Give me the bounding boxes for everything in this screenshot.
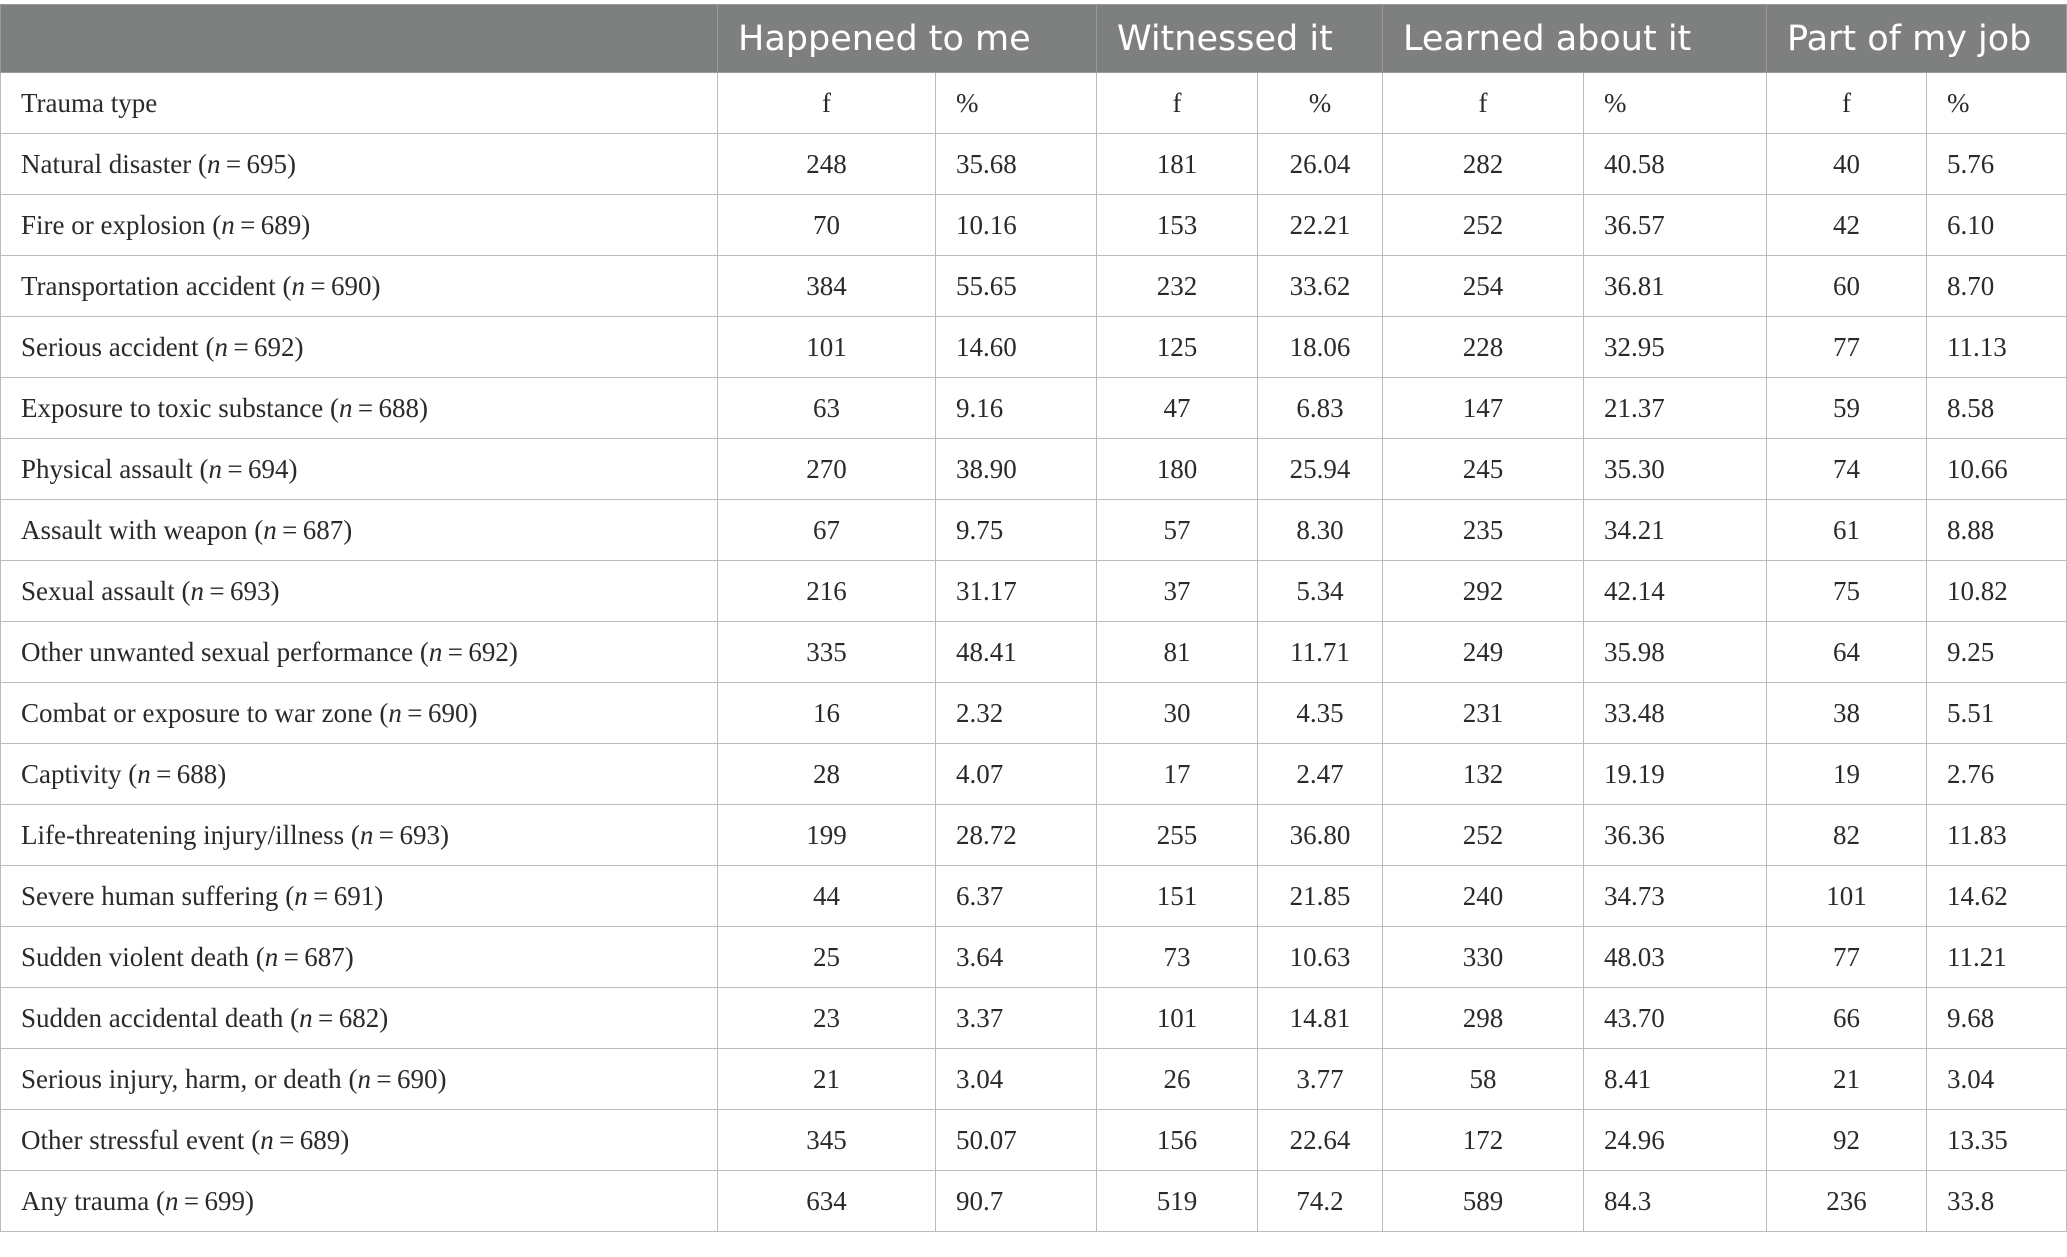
sample-size-symbol: n xyxy=(357,1063,371,1094)
sample-size-value: 689 xyxy=(299,1124,341,1155)
cell-job-f: 92 xyxy=(1767,1110,1927,1171)
cell-job-pct: 11.21 xyxy=(1927,927,2067,988)
cell-happened-f: 63 xyxy=(718,378,936,439)
cell-happened-f: 634 xyxy=(718,1171,936,1232)
table-row xyxy=(1,1110,2067,1171)
group-header-row xyxy=(1,5,2067,73)
sample-size-symbol: n xyxy=(190,575,204,606)
cell-job-pct: 6.10 xyxy=(1927,195,2067,256)
table-row xyxy=(1,378,2067,439)
cell-happened-pct: 31.17 xyxy=(936,561,1097,622)
cell-witnessed-f: 153 xyxy=(1097,195,1258,256)
cell-learned-pct: 36.81 xyxy=(1584,256,1767,317)
cell-witnessed-f: 151 xyxy=(1097,866,1258,927)
cell-job-f: 38 xyxy=(1767,683,1927,744)
cell-witnessed-pct: 6.83 xyxy=(1258,378,1383,439)
table-row xyxy=(1,195,2067,256)
cell-job-f: 40 xyxy=(1767,134,1927,195)
cell-happened-f: 216 xyxy=(718,561,936,622)
sub-header-pct: % xyxy=(936,73,1097,134)
sample-size-symbol: n xyxy=(294,880,308,911)
group-header-blank xyxy=(1,5,718,73)
cell-happened-pct: 28.72 xyxy=(936,805,1097,866)
cell-witnessed-f: 156 xyxy=(1097,1110,1258,1171)
table-row xyxy=(1,866,2067,927)
cell-happened-f: 199 xyxy=(718,805,936,866)
cell-job-f: 61 xyxy=(1767,500,1927,561)
sub-header-pct: % xyxy=(1584,73,1767,134)
cell-happened-pct: 3.37 xyxy=(936,988,1097,1049)
sample-size-symbol: n xyxy=(164,1185,179,1216)
sample-size-value: 692 xyxy=(468,636,509,667)
cell-learned-pct: 43.70 xyxy=(1584,988,1767,1049)
cell-learned-f: 240 xyxy=(1383,866,1584,927)
cell-learned-f: 254 xyxy=(1383,256,1584,317)
sample-size-value: 690 xyxy=(427,697,469,728)
cell-happened-f: 21 xyxy=(718,1049,936,1110)
sample-size-symbol: n xyxy=(221,209,235,240)
sub-header-f: f xyxy=(1097,73,1258,134)
table-row xyxy=(1,927,2067,988)
sample-size-value: 693 xyxy=(230,575,271,606)
cell-happened-pct: 14.60 xyxy=(936,317,1097,378)
sample-size-symbol: n xyxy=(137,758,151,789)
cell-job-f: 77 xyxy=(1767,317,1927,378)
cell-job-f: 236 xyxy=(1767,1171,1927,1232)
cell-witnessed-f: 232 xyxy=(1097,256,1258,317)
cell-learned-f: 58 xyxy=(1383,1049,1584,1110)
cell-witnessed-pct: 21.85 xyxy=(1258,866,1383,927)
cell-witnessed-f: 57 xyxy=(1097,500,1258,561)
cell-happened-pct: 9.75 xyxy=(936,500,1097,561)
trauma-type-label: Sudden accidental death xyxy=(21,1002,284,1033)
sample-size-value: 682 xyxy=(338,1002,380,1033)
sample-size-symbol: n xyxy=(260,1124,274,1155)
trauma-type-cell: Physical assault (n = 694) xyxy=(1,439,718,500)
trauma-type-label: Other stressful event xyxy=(21,1124,245,1155)
trauma-type-cell: Severe human suffering (n = 691) xyxy=(1,866,718,927)
trauma-type-label: Sexual assault xyxy=(21,575,175,606)
cell-witnessed-f: 180 xyxy=(1097,439,1258,500)
cell-job-pct: 10.66 xyxy=(1927,439,2067,500)
cell-learned-pct: 36.57 xyxy=(1584,195,1767,256)
cell-job-f: 75 xyxy=(1767,561,1927,622)
row-header-label: Trauma type xyxy=(1,73,718,134)
cell-happened-f: 335 xyxy=(718,622,936,683)
sample-size-value: 690 xyxy=(396,1063,438,1094)
cell-witnessed-pct: 14.81 xyxy=(1258,988,1383,1049)
trauma-type-label: Transportation accident xyxy=(21,270,276,301)
cell-witnessed-f: 181 xyxy=(1097,134,1258,195)
sub-header-f: f xyxy=(1767,73,1927,134)
cell-learned-f: 172 xyxy=(1383,1110,1584,1171)
sample-size-value: 687 xyxy=(302,514,344,545)
sub-header-pct: % xyxy=(1927,73,2067,134)
trauma-type-label: Exposure to toxic substance xyxy=(21,392,324,423)
table-row xyxy=(1,622,2067,683)
trauma-type-label: Life-threatening injury/illness xyxy=(21,819,345,850)
cell-witnessed-f: 125 xyxy=(1097,317,1258,378)
cell-witnessed-pct: 25.94 xyxy=(1258,439,1383,500)
trauma-type-label: Serious injury, harm, or death xyxy=(21,1063,342,1094)
sample-size-value: 691 xyxy=(333,880,375,911)
table-row xyxy=(1,744,2067,805)
cell-witnessed-f: 30 xyxy=(1097,683,1258,744)
cell-job-pct: 8.58 xyxy=(1927,378,2067,439)
cell-happened-f: 25 xyxy=(718,927,936,988)
table-row xyxy=(1,1171,2067,1232)
trauma-type-cell: Any trauma (n = 699) xyxy=(1,1171,718,1232)
trauma-type-label: Fire or explosion xyxy=(21,209,206,240)
cell-learned-pct: 8.41 xyxy=(1584,1049,1767,1110)
cell-learned-pct: 35.30 xyxy=(1584,439,1767,500)
sub-header-row xyxy=(1,73,2067,134)
cell-happened-pct: 48.41 xyxy=(936,622,1097,683)
cell-witnessed-pct: 5.34 xyxy=(1258,561,1383,622)
cell-happened-f: 67 xyxy=(718,500,936,561)
cell-learned-pct: 34.73 xyxy=(1584,866,1767,927)
sub-header-pct: % xyxy=(1258,73,1383,134)
cell-happened-pct: 50.07 xyxy=(936,1110,1097,1171)
trauma-type-cell: Life-threatening injury/illness (n = 693) xyxy=(1,805,718,866)
cell-witnessed-pct: 10.63 xyxy=(1258,927,1383,988)
cell-happened-f: 384 xyxy=(718,256,936,317)
cell-job-pct: 33.8 xyxy=(1927,1171,2067,1232)
cell-witnessed-pct: 11.71 xyxy=(1258,622,1383,683)
cell-job-pct: 5.76 xyxy=(1927,134,2067,195)
trauma-type-cell: Assault with weapon (n = 687) xyxy=(1,500,718,561)
sample-size-value: 688 xyxy=(176,758,218,789)
cell-learned-pct: 84.3 xyxy=(1584,1171,1767,1232)
trauma-type-label: Physical assault xyxy=(21,453,193,484)
cell-witnessed-pct: 22.21 xyxy=(1258,195,1383,256)
trauma-type-cell: Natural disaster (n = 695) xyxy=(1,134,718,195)
trauma-type-cell: Combat or exposure to war zone (n = 690) xyxy=(1,683,718,744)
cell-witnessed-pct: 33.62 xyxy=(1258,256,1383,317)
cell-job-f: 21 xyxy=(1767,1049,1927,1110)
cell-job-pct: 9.68 xyxy=(1927,988,2067,1049)
trauma-type-label: Serious accident xyxy=(21,331,199,362)
cell-job-f: 19 xyxy=(1767,744,1927,805)
cell-job-pct: 8.70 xyxy=(1927,256,2067,317)
cell-witnessed-f: 255 xyxy=(1097,805,1258,866)
cell-learned-pct: 36.36 xyxy=(1584,805,1767,866)
table-row xyxy=(1,256,2067,317)
cell-happened-f: 345 xyxy=(718,1110,936,1171)
sample-size-value: 690 xyxy=(331,270,372,301)
cell-learned-f: 249 xyxy=(1383,622,1584,683)
sample-size-symbol: n xyxy=(214,331,228,362)
cell-learned-pct: 21.37 xyxy=(1584,378,1767,439)
trauma-type-cell: Sudden violent death (n = 687) xyxy=(1,927,718,988)
trauma-type-cell: Other stressful event (n = 689) xyxy=(1,1110,718,1171)
trauma-type-cell: Other unwanted sexual performance (n = 692) xyxy=(1,622,718,683)
cell-happened-pct: 6.37 xyxy=(936,866,1097,927)
cell-job-f: 60 xyxy=(1767,256,1927,317)
trauma-type-cell: Captivity (n = 688) xyxy=(1,744,718,805)
cell-learned-pct: 48.03 xyxy=(1584,927,1767,988)
sub-header-f: f xyxy=(1383,73,1584,134)
trauma-type-label: Combat or exposure to war zone xyxy=(21,697,373,728)
trauma-table xyxy=(0,4,2067,1232)
cell-witnessed-pct: 22.64 xyxy=(1258,1110,1383,1171)
cell-learned-f: 132 xyxy=(1383,744,1584,805)
cell-witnessed-f: 26 xyxy=(1097,1049,1258,1110)
cell-witnessed-f: 17 xyxy=(1097,744,1258,805)
cell-witnessed-pct: 2.47 xyxy=(1258,744,1383,805)
table-row xyxy=(1,439,2067,500)
trauma-type-cell: Serious accident (n = 692) xyxy=(1,317,718,378)
cell-happened-f: 23 xyxy=(718,988,936,1049)
cell-happened-f: 44 xyxy=(718,866,936,927)
cell-witnessed-f: 73 xyxy=(1097,927,1258,988)
sample-size-value: 694 xyxy=(248,453,289,484)
cell-witnessed-pct: 74.2 xyxy=(1258,1171,1383,1232)
cell-happened-f: 270 xyxy=(718,439,936,500)
table-body xyxy=(1,134,2067,1232)
sample-size-value: 689 xyxy=(260,209,302,240)
cell-happened-pct: 55.65 xyxy=(936,256,1097,317)
sample-size-symbol: n xyxy=(299,1002,313,1033)
table-row xyxy=(1,1049,2067,1110)
cell-witnessed-f: 47 xyxy=(1097,378,1258,439)
group-header-happened: Happened to me xyxy=(718,5,1097,73)
trauma-type-cell: Fire or explosion (n = 689) xyxy=(1,195,718,256)
cell-job-pct: 13.35 xyxy=(1927,1110,2067,1171)
sample-size-value: 692 xyxy=(254,331,295,362)
sub-header-f: f xyxy=(718,73,936,134)
sample-size-value: 695 xyxy=(246,148,287,179)
table-row xyxy=(1,134,2067,195)
trauma-table-container xyxy=(0,4,2067,1232)
cell-learned-f: 589 xyxy=(1383,1171,1584,1232)
trauma-type-label: Sudden violent death xyxy=(21,941,249,972)
cell-happened-pct: 9.16 xyxy=(936,378,1097,439)
cell-learned-pct: 35.98 xyxy=(1584,622,1767,683)
table-row xyxy=(1,805,2067,866)
sample-size-value: 693 xyxy=(399,819,440,850)
cell-happened-f: 101 xyxy=(718,317,936,378)
cell-witnessed-f: 519 xyxy=(1097,1171,1258,1232)
trauma-type-label: Assault with weapon xyxy=(21,514,248,545)
cell-witnessed-pct: 26.04 xyxy=(1258,134,1383,195)
table-row xyxy=(1,561,2067,622)
cell-happened-pct: 35.68 xyxy=(936,134,1097,195)
cell-witnessed-pct: 18.06 xyxy=(1258,317,1383,378)
cell-happened-pct: 10.16 xyxy=(936,195,1097,256)
sample-size-value: 699 xyxy=(204,1185,246,1216)
cell-learned-f: 252 xyxy=(1383,805,1584,866)
cell-job-pct: 11.83 xyxy=(1927,805,2067,866)
trauma-type-cell: Exposure to toxic substance (n = 688) xyxy=(1,378,718,439)
sample-size-value: 688 xyxy=(378,392,419,423)
cell-happened-pct: 4.07 xyxy=(936,744,1097,805)
cell-happened-f: 28 xyxy=(718,744,936,805)
cell-learned-pct: 33.48 xyxy=(1584,683,1767,744)
cell-happened-f: 70 xyxy=(718,195,936,256)
cell-learned-f: 235 xyxy=(1383,500,1584,561)
table-row xyxy=(1,317,2067,378)
table-row xyxy=(1,500,2067,561)
sample-size-symbol: n xyxy=(263,514,277,545)
trauma-type-label: Other unwanted sexual performance xyxy=(21,636,414,667)
cell-learned-f: 330 xyxy=(1383,927,1584,988)
trauma-type-cell: Sudden accidental death (n = 682) xyxy=(1,988,718,1049)
cell-witnessed-pct: 36.80 xyxy=(1258,805,1383,866)
group-header-learned: Learned about it xyxy=(1383,5,1767,73)
cell-job-f: 64 xyxy=(1767,622,1927,683)
sample-size-value: 687 xyxy=(304,941,345,972)
cell-witnessed-f: 101 xyxy=(1097,988,1258,1049)
trauma-type-label: Natural disaster xyxy=(21,148,192,179)
sample-size-symbol: n xyxy=(359,819,374,850)
cell-learned-f: 252 xyxy=(1383,195,1584,256)
cell-job-pct: 2.76 xyxy=(1927,744,2067,805)
cell-job-pct: 9.25 xyxy=(1927,622,2067,683)
cell-job-pct: 5.51 xyxy=(1927,683,2067,744)
cell-learned-pct: 19.19 xyxy=(1584,744,1767,805)
trauma-type-cell: Transportation accident (n = 690) xyxy=(1,256,718,317)
trauma-type-label: Captivity xyxy=(21,758,122,789)
cell-witnessed-pct: 8.30 xyxy=(1258,500,1383,561)
cell-learned-pct: 34.21 xyxy=(1584,500,1767,561)
cell-witnessed-f: 37 xyxy=(1097,561,1258,622)
cell-happened-pct: 3.04 xyxy=(936,1049,1097,1110)
cell-learned-f: 298 xyxy=(1383,988,1584,1049)
cell-happened-f: 16 xyxy=(718,683,936,744)
sample-size-symbol: n xyxy=(291,270,305,301)
sample-size-symbol: n xyxy=(388,697,402,728)
cell-learned-pct: 32.95 xyxy=(1584,317,1767,378)
table-row xyxy=(1,988,2067,1049)
trauma-type-cell: Sexual assault (n = 693) xyxy=(1,561,718,622)
sample-size-symbol: n xyxy=(206,148,221,179)
cell-witnessed-pct: 4.35 xyxy=(1258,683,1383,744)
cell-happened-pct: 90.7 xyxy=(936,1171,1097,1232)
cell-learned-f: 228 xyxy=(1383,317,1584,378)
trauma-type-cell: Serious injury, harm, or death (n = 690) xyxy=(1,1049,718,1110)
cell-job-f: 74 xyxy=(1767,439,1927,500)
sample-size-symbol: n xyxy=(208,453,222,484)
cell-job-f: 101 xyxy=(1767,866,1927,927)
cell-happened-pct: 3.64 xyxy=(936,927,1097,988)
cell-job-pct: 11.13 xyxy=(1927,317,2067,378)
cell-learned-f: 147 xyxy=(1383,378,1584,439)
cell-job-pct: 3.04 xyxy=(1927,1049,2067,1110)
cell-job-f: 77 xyxy=(1767,927,1927,988)
cell-job-f: 42 xyxy=(1767,195,1927,256)
table-row xyxy=(1,683,2067,744)
cell-job-pct: 10.82 xyxy=(1927,561,2067,622)
cell-job-pct: 8.88 xyxy=(1927,500,2067,561)
cell-happened-pct: 2.32 xyxy=(936,683,1097,744)
cell-learned-pct: 24.96 xyxy=(1584,1110,1767,1171)
cell-job-f: 66 xyxy=(1767,988,1927,1049)
trauma-type-label: Severe human suffering xyxy=(21,880,279,911)
group-header-witnessed: Witnessed it xyxy=(1097,5,1383,73)
cell-witnessed-pct: 3.77 xyxy=(1258,1049,1383,1110)
sample-size-symbol: n xyxy=(264,941,279,972)
cell-job-pct: 14.62 xyxy=(1927,866,2067,927)
cell-happened-pct: 38.90 xyxy=(936,439,1097,500)
cell-job-f: 82 xyxy=(1767,805,1927,866)
cell-learned-pct: 42.14 xyxy=(1584,561,1767,622)
cell-learned-f: 292 xyxy=(1383,561,1584,622)
cell-witnessed-f: 81 xyxy=(1097,622,1258,683)
cell-learned-f: 282 xyxy=(1383,134,1584,195)
cell-happened-f: 248 xyxy=(718,134,936,195)
cell-learned-f: 231 xyxy=(1383,683,1584,744)
cell-job-f: 59 xyxy=(1767,378,1927,439)
sample-size-symbol: n xyxy=(338,392,353,423)
cell-learned-f: 245 xyxy=(1383,439,1584,500)
trauma-type-label: Any trauma xyxy=(21,1185,150,1216)
cell-learned-pct: 40.58 xyxy=(1584,134,1767,195)
sample-size-symbol: n xyxy=(428,636,443,667)
group-header-job: Part of my job xyxy=(1767,5,2067,73)
